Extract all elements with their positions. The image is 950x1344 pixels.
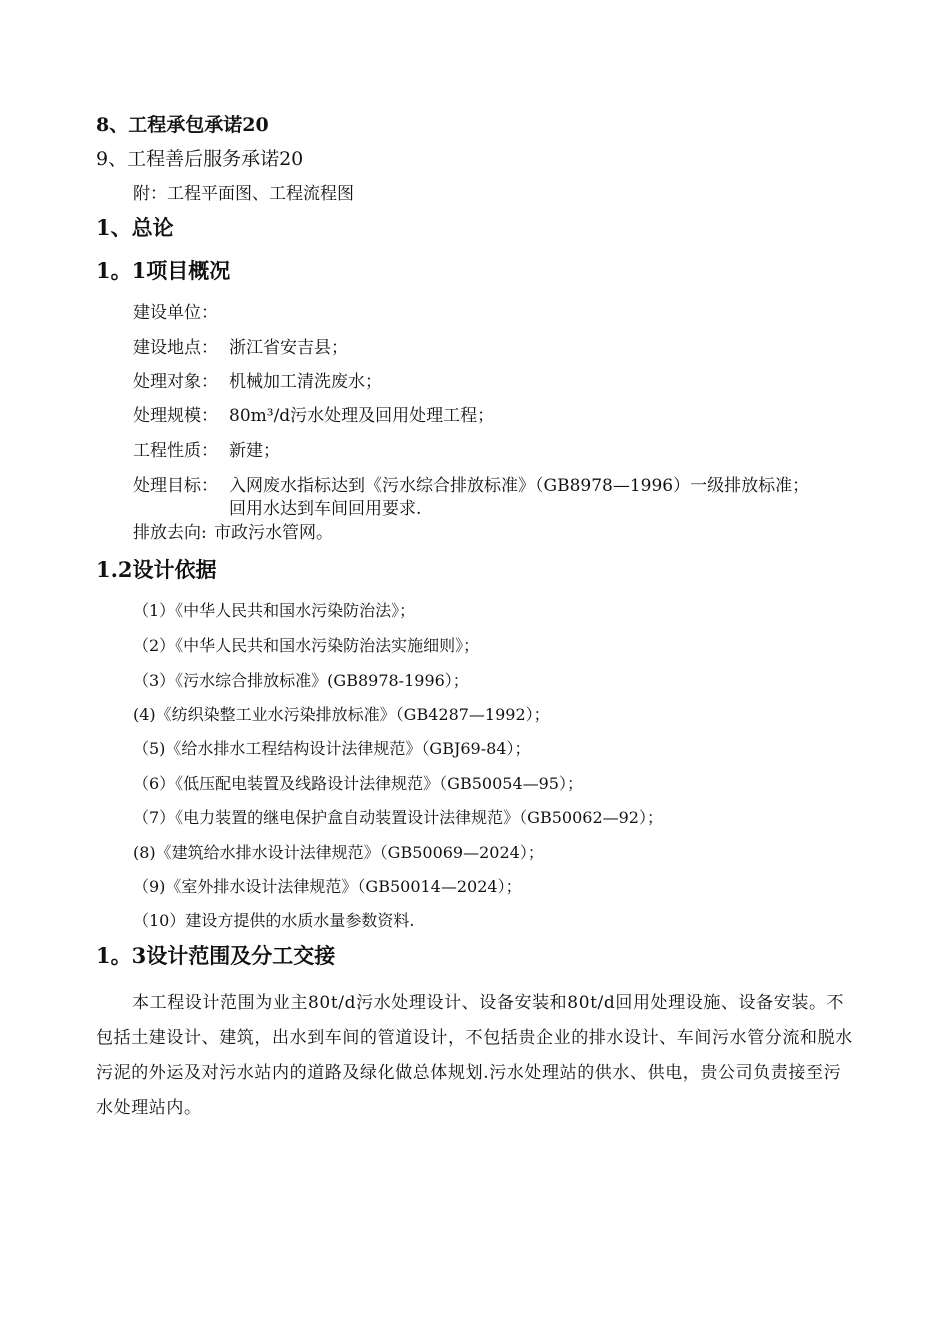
toc-item-9: 9、工程善后服务承诺20 [96,148,304,170]
toc-item-8: 8、工程承包承诺20 [96,114,269,136]
field-label-discharge: 排放去向: [133,523,207,543]
subsection-title-1-2: 1.2设计依据 [96,557,217,582]
field-value-scale: 80m³/d污水处理及回用处理工程； [229,406,495,426]
basis-item: (4)《纺织染整工业水污染排放标准》（GB4287—1992）； [133,705,550,724]
basis-item: (8)《建筑给水排水设计法律规范》（GB50069—2024）； [133,843,544,862]
basis-item: （3）《污水综合排放标准》(GB8978-1996）； [133,671,469,690]
section-title: 1、总论 [96,215,174,240]
basis-item: （5)《给水排水工程结构设计法律规范》（GBJ69-84）； [133,739,531,758]
field-label-target: 处理目标： [133,476,218,496]
basis-item: （6）《低压配电装置及线路设计法律规范》（GB50054—95）； [133,774,583,793]
field-value-discharge: 市政污水管网。 [214,523,333,543]
field-value-target: 入网废水指标达到《污水综合排放标准》（GB8978—1996）一级排放标准； [229,476,810,496]
field-value-object: 机械加工清洗废水； [229,372,382,392]
toc-appendix: 附：工程平面图、工程流程图 [133,184,354,204]
field-label-location: 建设地点： [133,338,218,358]
field-value-location: 浙江省安吉县； [229,338,348,358]
field-label-object: 处理对象： [133,372,218,392]
field-value-nature: 新建； [229,441,280,461]
subsection-title-1-1: 1。1项目概况 [96,258,231,283]
scope-paragraph: 本工程设计范围为业主80t/d污水处理设计、设备安装和80t/d回用处理设施、设备安装。不包括土建设计、建筑，出水到车间的管道设计，不包括贵企业的排水设计、车间污水管分流和脱水污泥的外运及对污水站内的道路及绿化做总体规划.污水处理站的供水、供电，贵公司负责接至污水处理站内。 [96,993,853,1118]
basis-item: （10）建设方提供的水质水量参数资料. [133,911,415,930]
field-label-scale: 处理规模： [133,406,218,426]
field-value-target-line2: 回用水达到车间回用要求. [229,499,422,519]
field-label-owner: 建设单位： [133,303,218,323]
field-label-nature: 工程性质： [133,441,218,461]
basis-item: （2）《中华人民共和国水污染防治法实施细则》； [133,636,480,655]
basis-item: （9)《室外排水设计法律规范》（GB50014—2024）； [133,877,522,896]
basis-item: （1）《中华人民共和国水污染防治法》； [133,601,416,620]
subsection-title-1-3: 1。3设计范围及分工交接 [96,943,336,968]
basis-item: （7）《电力装置的继电保护盒自动装置设计法律规范》（GB50062—92）； [133,808,663,827]
